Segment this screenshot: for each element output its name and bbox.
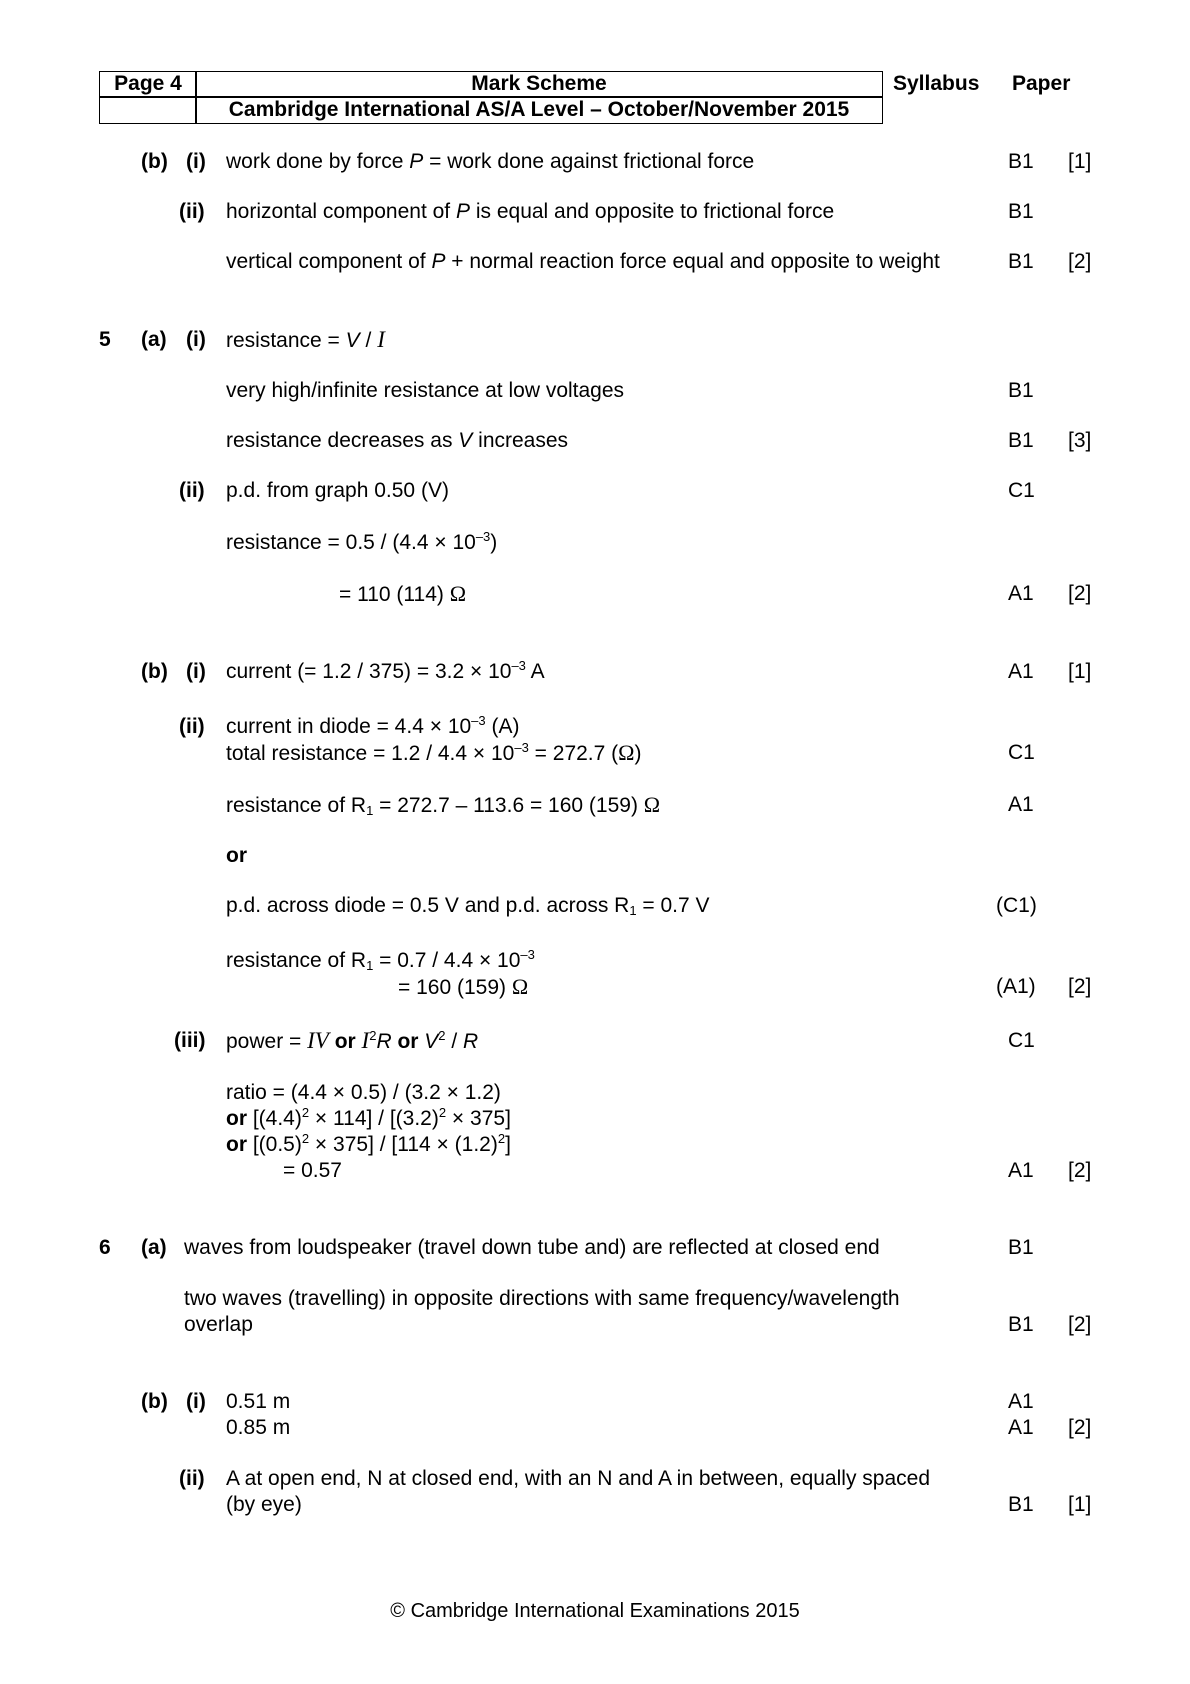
q5b-i-num: (i) <box>186 660 206 683</box>
q6b-i-line1-mark: A1 <box>1008 1390 1034 1413</box>
q4b-i-mark: B1 <box>1008 150 1034 173</box>
q5b-ii-line1: current in diode = $4.4 \times 10^{-3}$ (A) <box>226 713 520 738</box>
q6a-line1-mark: B1 <box>1008 1236 1034 1259</box>
q5b-iii-line5: = 0.57 <box>283 1159 342 1182</box>
q6b-ii-line1: A at open end, N at closed end, with an N and A in between, equally spaced <box>226 1467 930 1490</box>
q6b-part: (b) <box>141 1390 168 1413</box>
q5a-ii-line2: resistance = $0.5 / (4.4 \times 10^{-3})$ <box>226 529 498 554</box>
q6b-ii-total: [1] <box>1068 1493 1092 1516</box>
q5b-iii-line5-mark: A1 <box>1008 1159 1034 1182</box>
q5b-ii-line5: resistance of $R_1 = 0.7 / 4.4 \times 10^{-3}$ <box>226 947 535 973</box>
q5a-i-line3-mark: B1 <box>1008 429 1034 452</box>
q5b-ii-line2-mark: C1 <box>1008 741 1035 764</box>
q5b-i-total: [1] <box>1068 660 1092 683</box>
q5b-ii-line3: resistance of $R_1 = 272.7 - 113.6 = 160$ (159) Ω <box>226 792 661 818</box>
q5b-ii-line2: total resistance = $1.2 / 4.4 \times 10^{-3} = 272.7$ (Ω) <box>226 740 642 765</box>
q6b-ii-line2-mark: B1 <box>1008 1493 1034 1516</box>
q5b-part: (b) <box>141 660 168 683</box>
q6b-i-line2-mark: A1 <box>1008 1416 1034 1439</box>
q6b-ii-line2: (by eye) <box>226 1493 302 1516</box>
q5a-i-line2-mark: B1 <box>1008 379 1034 402</box>
q6b-i-total: [2] <box>1068 1416 1092 1439</box>
q6b-i-line1: 0.51 m <box>226 1390 291 1413</box>
header-paper: Paper <box>1012 72 1071 95</box>
q5a-i-total: [3] <box>1068 429 1092 452</box>
q5a-ii-total: [2] <box>1068 582 1092 605</box>
q4b-ii-line2-mark: B1 <box>1008 250 1034 273</box>
q5-number: 5 <box>99 328 111 351</box>
q4b-ii-line2: vertical component of P + normal reaction force equal and opposite to weight <box>226 250 940 273</box>
q5b-ii-line3-mark: A1 <box>1008 793 1034 816</box>
q4b-ii-line1-mark: B1 <box>1008 200 1034 223</box>
q6a-total: [2] <box>1068 1313 1092 1336</box>
header-mark-scheme: Mark Scheme <box>195 71 883 98</box>
q6b-ii-num: (ii) <box>179 1467 205 1490</box>
q6-number: 6 <box>99 1236 111 1259</box>
q6a-line2: two waves (travelling) in opposite directions with same frequency/wavelength <box>184 1287 900 1310</box>
q5a-ii-line1-mark: C1 <box>1008 479 1035 502</box>
q5a-i-line1: resistance = V / I <box>226 327 385 352</box>
q5b-ii-line4: p.d. across diode = 0.5 V and p.d. across $R_1 = 0.7$ V <box>226 894 710 918</box>
q5b-iii-line1-mark: C1 <box>1008 1029 1035 1052</box>
q4b-i-total: [1] <box>1068 150 1092 173</box>
q4b-ii-total: [2] <box>1068 250 1092 273</box>
q5a-i-line3: resistance decreases as V increases <box>226 429 569 452</box>
q6b-i-num: (i) <box>186 1390 206 1413</box>
q5b-iii-line3: or $[(4.4)^2 \times 114] / [(3.2)^2 \times 375]$ <box>226 1105 511 1130</box>
q5b-iii-total: [2] <box>1068 1159 1092 1182</box>
q5a-i-line2: very high/infinite resistance at low voltages <box>226 379 625 402</box>
q5b-ii-or: or <box>226 844 247 867</box>
q5a-i-num: (i) <box>186 328 206 351</box>
header-page: Page 4 <box>99 71 197 98</box>
q5b-ii-line6: = 160 (159) Ω <box>398 974 529 999</box>
q5b-ii-line4-mark: (C1) <box>996 894 1037 917</box>
q6b-i-line2: 0.85 m <box>226 1416 291 1439</box>
q4b-ii-num: (ii) <box>179 200 205 223</box>
q6a-line3-mark: B1 <box>1008 1313 1034 1336</box>
q5b-iii-line1: power = IV or $I^2R$ or $V^2$ / R <box>226 1028 479 1053</box>
q5b-ii-num: (ii) <box>179 715 205 738</box>
q6a-line1: waves from loudspeaker (travel down tube and) are reflected at closed end <box>184 1236 880 1259</box>
q5b-ii-total: [2] <box>1068 975 1092 998</box>
q5b-iii-num: (iii) <box>174 1029 206 1052</box>
q5b-i-mark: A1 <box>1008 660 1034 683</box>
q5b-i-line: current (= $1.2 / 375) = 3.2 \times 10^{-3}$ A <box>226 658 545 683</box>
q5a-ii-line1: p.d. from graph 0.50 (V) <box>226 479 449 502</box>
header-subtitle: Cambridge International AS/A Level – October/November 2015 <box>195 96 883 124</box>
q5a-ii-line3-mark: A1 <box>1008 582 1034 605</box>
q4b-i-num: (i) <box>186 150 206 173</box>
header-table <box>99 71 1104 125</box>
header-page-blank <box>99 96 197 124</box>
q6a-line3: overlap <box>184 1313 253 1336</box>
q4b-part: (b) <box>141 150 168 173</box>
q5b-iii-line4: or $[(0.5)^2 \times 375] / [114 \times (1.2)^2]$ <box>226 1131 511 1156</box>
q5b-iii-line2: ratio = (4.4 × 0.5) / (3.2 × 1.2) <box>226 1081 501 1104</box>
header-syllabus: Syllabus <box>893 72 980 95</box>
footer-copyright: © Cambridge International Examinations 2015 <box>390 1600 800 1622</box>
q4b-i-text: work done by force P = work done against frictional force <box>226 150 755 173</box>
q5a-part: (a) <box>141 328 167 351</box>
q4b-ii-line1: horizontal component of P is equal and opposite to frictional force <box>226 200 835 223</box>
q5b-ii-line6-mark: (A1) <box>996 975 1036 998</box>
q5a-ii-num: (ii) <box>179 479 205 502</box>
q5a-ii-line3: = 110 (114) Ω <box>339 581 467 606</box>
q6a-part: (a) <box>141 1236 167 1259</box>
